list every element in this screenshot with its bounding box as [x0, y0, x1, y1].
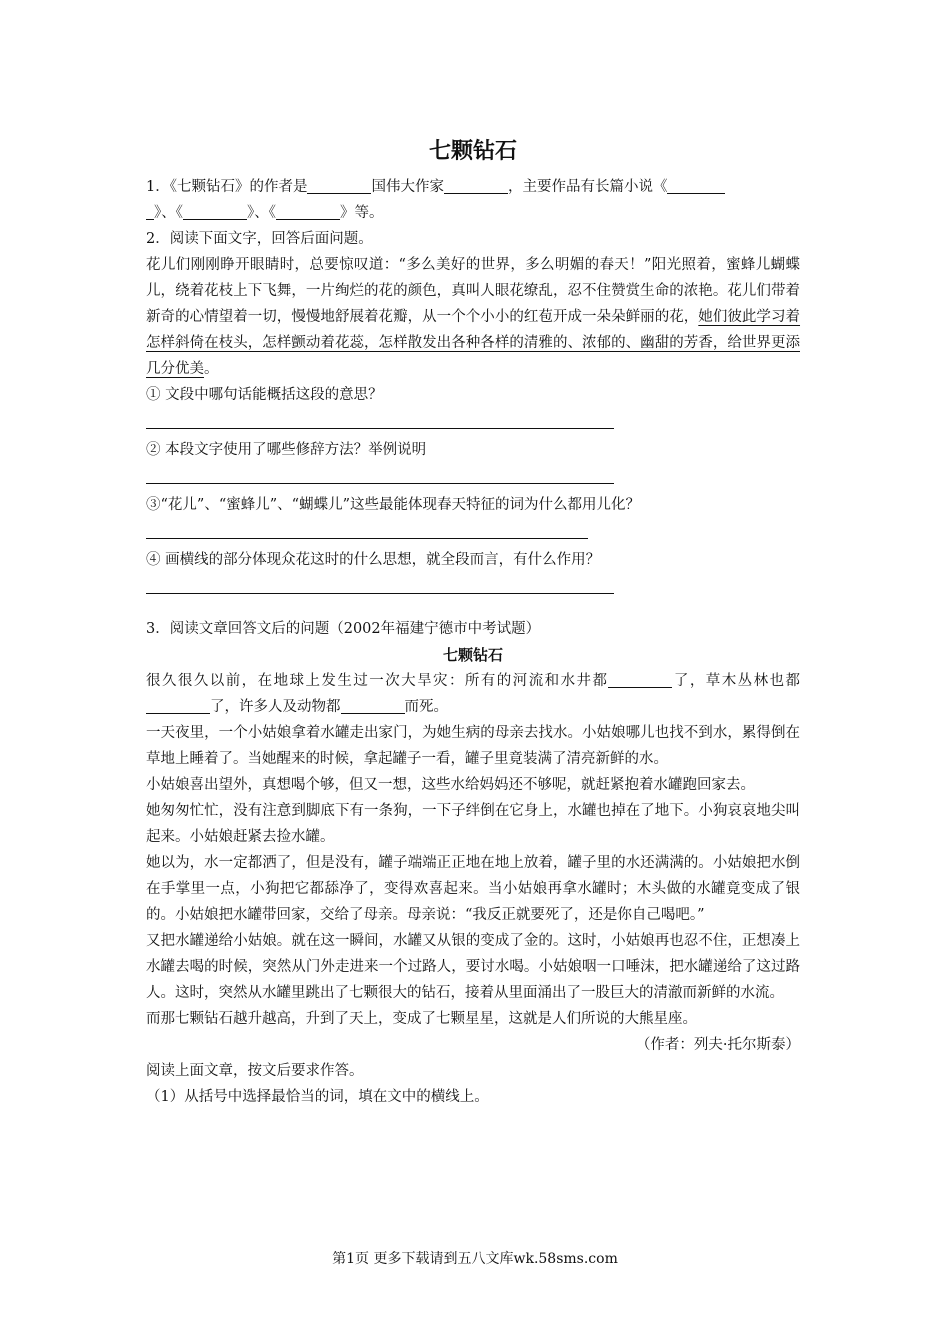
blank-story-2	[146, 695, 210, 714]
story-title: 七颗钻石	[442, 646, 503, 664]
question-2-intro: 2．阅读下面文字，回答后面问题。	[146, 231, 373, 247]
passage-underlined: 她们彼此学习着怎样斜倚在枝头，怎样颤动着花蕊，怎样散发出各种各样的清雅的、浓郁的、幽甜的芳香，给世界更添几分优美	[146, 309, 801, 377]
story-paragraph-2: 一天夜里，一个小姑娘拿着水罐走出家门，为她生病的母亲去找水。小姑娘哪儿也找不到水，累得倒在草地上睡着了。当她醒来的时候，拿起罐子一看，罐子里竟装满了清亮新鲜的水。	[146, 725, 800, 767]
page-footer: 第1页 更多下载请到五八文库wk.58sms.com	[332, 1251, 618, 1267]
p1-text-c: 了，许多人及动物都	[210, 699, 341, 715]
document-page	[146, 136, 800, 1110]
blank-author	[307, 175, 371, 194]
passage-plain: 花儿们刚刚睁开眼睛时，总要惊叹道：“多么美好的世界，多么明媚的春天！”阳光照着，蜜蜂儿蝴蝶儿，绕着花枝上下飞舞，一片绚烂的花的颜色，真叫人眼花缭乱，忍不住赞赏生命的浓艳。花儿们带着新奇的心情望着一切，慢慢地舒展着花瓣，从一个个小小的红苞开成一朵朵鲜丽的花，	[146, 257, 800, 325]
sub-question-4: ④ 画横线的部分体现众花这时的什么思想，就全段而言，有什么作用？	[146, 552, 601, 568]
question-3-intro: 3．阅读文章回答文后的问题（2002年福建宁德市中考试题）	[146, 621, 541, 637]
p1-text-a: 很久很久以前，在地球上发生过一次大旱灾：所有的河流和水井都	[146, 673, 609, 689]
q1-text-b: 国伟大作家	[371, 179, 444, 195]
blank-novel-1-cont	[146, 201, 154, 220]
answer-line-1[interactable]	[146, 408, 614, 429]
question-2-passage	[146, 252, 800, 382]
story-paragraph-5: 她以为，水一定都洒了，但是没有，罐子端端正正地在地上放着，罐子里的水还满满的。小姑娘把水倒在手掌里一点，小狗把它都舔净了，变得欢喜起来。当小姑娘再拿水罐时；木头做的水罐竟变成了银的。小姑娘把水罐带回家，交给了母亲。母亲说：“我反正就要死了，还是你自己喝吧。”	[146, 855, 800, 923]
blank-novel-3	[276, 201, 340, 220]
q1-text-e: 》、《	[247, 205, 276, 221]
p1-text-b: 了，草木丛林也都	[672, 673, 801, 689]
story-paragraph-3: 小姑娘喜出望外，真想喝个够，但又一想，这些水给妈妈还不够呢，就赶紧抱着水罐跑回家去。	[146, 777, 755, 793]
blank-novel-2	[183, 201, 247, 220]
answer-line-2[interactable]	[146, 463, 614, 484]
blank-story-3	[341, 695, 405, 714]
question-3-task-1: （1）从括号中选择最恰当的词，填在文中的横线上。	[146, 1089, 489, 1105]
story-author: （作者：列夫·托尔斯泰）	[635, 1037, 800, 1053]
q1-text-a: 1．《七颗钻石》的作者是	[146, 179, 308, 195]
answer-line-3[interactable]	[146, 518, 588, 539]
sub-question-2: ② 本段文字使用了哪些修辞方法？举例说明	[146, 442, 427, 458]
sub-question-1: ① 文段中哪句话能概括这段的意思？	[146, 387, 383, 403]
question-1	[146, 174, 800, 226]
story-paragraph-6: 又把水罐递给小姑娘。就在这一瞬间，水罐又从银的变成了金的。这时，小姑娘再也忍不住，正想凑上水罐去喝的时候，突然从门外走进来一个过路人，要讨水喝。小姑娘咽一口唾沫，把水罐递给了这过路人。这时，突然从水罐里跳出了七颗很大的钻石，接着从里面涌出了一股巨大的清澈而新鲜的水流。	[146, 933, 800, 1001]
p1-text-d: 而死。	[404, 699, 448, 715]
story-paragraph-1	[146, 668, 800, 720]
q1-text-f: 》等。	[340, 205, 384, 221]
sub-question-3: ③“花儿”、“蜜蜂儿”、“蝴蝶儿”这些最能体现春天特征的词为什么都用儿化？	[146, 497, 640, 513]
blank-novel-1	[667, 175, 725, 194]
page-title: 七颗钻石	[428, 139, 517, 164]
q1-text-d: 》、《	[154, 205, 183, 221]
blank-country	[444, 175, 508, 194]
answer-line-4[interactable]	[146, 573, 614, 594]
blank-story-1	[608, 669, 672, 688]
story-paragraph-4: 她匆匆忙忙，没有注意到脚底下有一条狗，一下子绊倒在它身上，水罐也掉在了地下。小狗哀哀地尖叫起来。小姑娘赶紧去捡水罐。	[146, 803, 800, 845]
story-paragraph-7: 而那七颗钻石越升越高，升到了天上，变成了七颗星星，这就是人们所说的大熊星座。	[146, 1011, 697, 1027]
question-3-instructions: 阅读上面文章，按文后要求作答。	[146, 1063, 364, 1079]
passage-end: 。	[204, 361, 219, 377]
q1-text-c: ，主要作品有长篇小说《	[507, 179, 668, 195]
